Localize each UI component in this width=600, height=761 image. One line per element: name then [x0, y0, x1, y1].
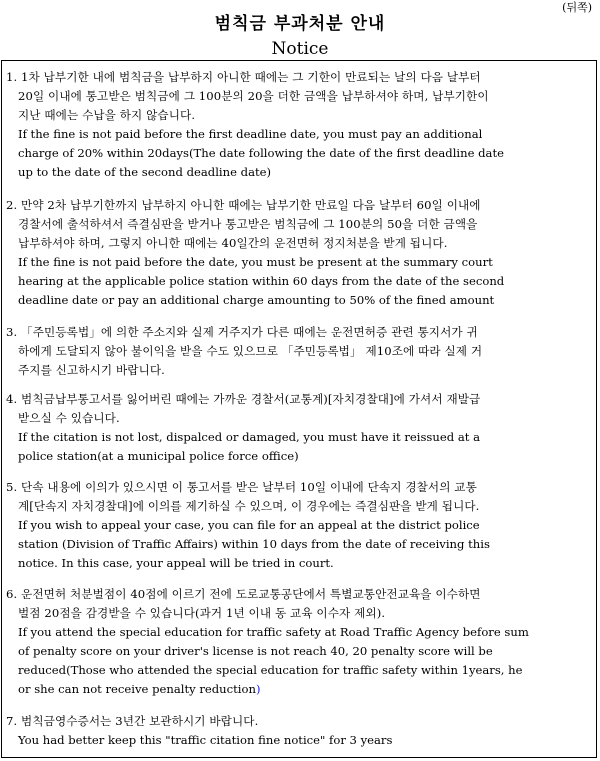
notice-item-5-english: If you wish to appeal your case, you can file for an appeal at the district police station (Division of Traffic Affairs) within 10 days from the date of receiving this notice. In this case, your appeal will be tried in court.	[18, 518, 490, 570]
notice-item-1-korean: 1. 1차 납부기한 내에 범칙금을 납부하지 아니한 때에는 그 기한이 만료되는 날의 다음 날부터 20일 이내에 통고받은 범칙금에 그 100분의 20을 더한 금액을 납부하셔야 하며, 납부기한이 지난 때에는 수납을 하지 않습니다.	[6, 70, 489, 122]
notice-item-6-closing-paren: )	[255, 682, 261, 696]
notice-item-1	[6, 68, 596, 182]
notice-item-1-english: If the fine is not paid before the first deadline date, you must pay an additional charge of 20% within 20days(The date following the date of the first deadline date up to the date of the second deadline date)	[18, 127, 504, 179]
page-title-english: Notice	[271, 39, 329, 59]
notice-item-5-korean: 5. 단속 내용에 이의가 있으시면 이 통고서를 받은 날부터 10일 이내에 단속지 경찰서의 교통 계[단속지 자치경찰대]에 이의를 제기하실 수 있으며, 이 경우에는 즉결심판을 받게 됩니다.	[6, 480, 480, 513]
back-side-label: (뒤쪽)	[562, 1, 592, 14]
page-title-korean: 범칙금 부과처분 안내	[214, 14, 386, 34]
notice-item-2-korean: 2. 만약 2차 납부기한까지 납부하지 아니한 때에는 납부기한 만료일 다음 날부터 60일 이내에 경찰서에 출석하셔서 즉결심판을 받거나 통고받은 범칙금에 그 100분의 50을 더한 금액을 납부하셔야 하며, 그렇지 아니한 때에는 40일간의 운전면허 정지처분을 받게 됩니다.	[6, 198, 481, 250]
notice-item-7	[6, 712, 596, 750]
notice-item-4	[6, 390, 596, 466]
notice-item-4-korean: 4. 범칙금납부통고서를 잃어버린 때에는 가까운 경찰서(교통계)[자치경찰대]에 가셔서 재발급 받으실 수 있습니다.	[6, 392, 481, 425]
notice-box	[1, 60, 597, 758]
notice-item-7-korean: 7. 범칙금영수증서는 3년간 보관하시기 바랍니다.	[6, 714, 259, 728]
notice-item-3	[6, 323, 596, 380]
notice-item-3-korean: 3. 「주민등록법」에 의한 주소지와 실제 거주지가 다른 때에는 운전면허증 관련 통지서가 귀 하에게 도달되지 않아 불이익을 받을 수도 있으므로 「주민등록법」 제10조에 따라 실제 거 주지를 신고하시기 바랍니다.	[6, 325, 483, 377]
notice-item-2-english: If the fine is not paid before the date, you must be present at the summary court hearing at the applicable police station within 60 days from the date of the second deadline date or pay an additional charge amounting to 50% of the fined amount	[18, 255, 505, 307]
notice-item-4-english: If the citation is not lost, dispalced or damaged, you must have it reissued at a police station(at a municipal police force office)	[18, 430, 480, 463]
notice-item-6-korean: 6. 운전면허 처분벌점이 40점에 이르기 전에 도로교통공단에서 특별교통안전교육을 이수하면 벌점 20점을 감경받을 수 있습니다(과거 1년 이내 동 교육 이수자 제외).	[6, 587, 481, 620]
notice-item-2	[6, 196, 596, 310]
notice-item-7-english: You had better keep this "traffic citation fine notice" for 3 years	[18, 733, 393, 747]
notice-item-6	[6, 585, 596, 699]
notice-item-6-english	[6, 623, 596, 699]
notice-item-6-english-text: If you attend the special education for traffic safety at Road Traffic Agency before sum of penalty score on your driver's license is not reach 40, 20 penalty score will be reduced(Those who attended the special education for traffic safety within 1years, he or she can not receive penalty reduction	[18, 625, 529, 696]
notice-item-5	[6, 478, 596, 573]
